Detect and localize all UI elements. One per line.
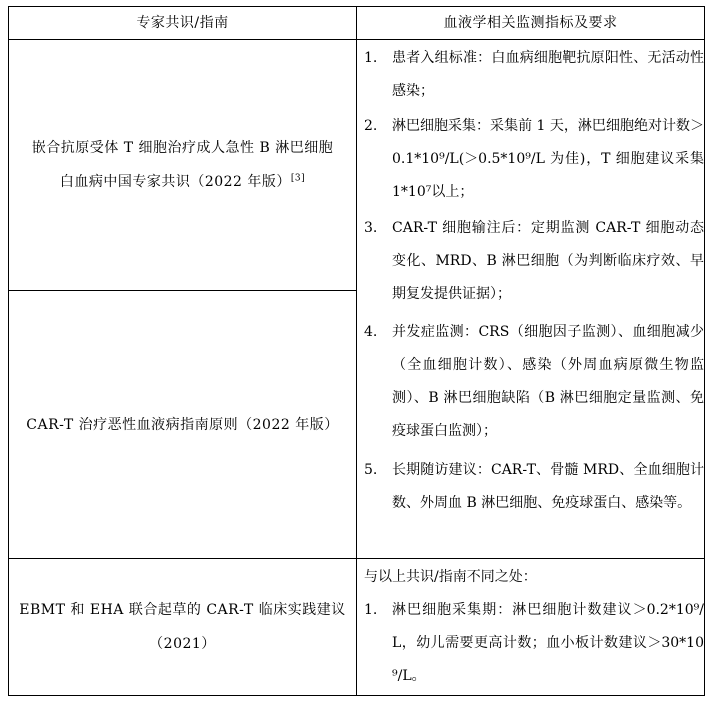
requirement-1-text: 患者入组标准：白血病细胞靶抗原阳性、无活动性感染； bbox=[392, 50, 704, 99]
ebmt-item-1 bbox=[364, 594, 704, 693]
guideline-cell-3 bbox=[9, 559, 356, 695]
requirement-item-2 bbox=[364, 110, 704, 209]
header-requirements-label: 血液学相关监测指标及要求 bbox=[443, 15, 618, 31]
ebmt-1-text: 淋巴细胞采集期：淋巴细胞计数建议＞0.2*10⁹/L，幼儿需要更高计数；血小板计数建议＞30*10⁹/L。 bbox=[392, 602, 704, 684]
guideline-2-line1: CAR-T 治疗恶性血液病指南原则（2022 年版） bbox=[26, 416, 339, 433]
requirement-2-text: 淋巴细胞采集：采集前 1 天，淋巴细胞绝对计数＞0.1*10⁹/L(＞0.5*10⁹/L 为佳)，T 细胞建议采集 1*10⁷以上； bbox=[392, 118, 704, 200]
requirement-4-number: 4. bbox=[364, 324, 378, 340]
guideline-1-line2-wrap bbox=[60, 165, 305, 199]
header-requirements bbox=[357, 7, 704, 39]
guideline-3-line2: （2021） bbox=[149, 636, 216, 652]
guideline-cell-1 bbox=[9, 40, 356, 290]
ebmt-intro: 与以上共识/指南不同之处： bbox=[364, 569, 537, 585]
requirement-1-number: 1. bbox=[364, 50, 378, 66]
requirement-4-text: 并发症监测：CRS（细胞因子监测）、血细胞减少（全血细胞计数）、感染（外周血病原微生物监测）、B 淋巴细胞缺陷（B 淋巴细胞定量监测、免疫球蛋白监测）； bbox=[392, 324, 704, 439]
header-guideline-label: 专家共识/指南 bbox=[136, 15, 229, 31]
guideline-1-line2: 白血病中国专家共识（2022 年版） bbox=[59, 174, 291, 190]
header-guideline bbox=[9, 7, 356, 39]
guideline-1-reference: [3] bbox=[290, 173, 306, 184]
guideline-3-line1: EBMT 和 EHA 联合起草的 CAR-T 临床实践建议 bbox=[19, 602, 346, 618]
table-border-right bbox=[704, 6, 705, 696]
requirement-item-4 bbox=[364, 316, 704, 448]
requirement-3-text: CAR-T 细胞输注后：定期监测 CAR-T 细胞动态变化、MRD、B 淋巴细胞（为判断临床疗效、早期复发提供证据）； bbox=[392, 220, 704, 302]
requirement-item-3 bbox=[364, 212, 704, 311]
requirement-3-number: 3. bbox=[364, 220, 378, 236]
column-divider bbox=[356, 6, 357, 696]
requirement-item-1 bbox=[364, 42, 704, 108]
guideline-1-line1: 嵌合抗原受体 T 细胞治疗成人急性 B 淋巴细胞 bbox=[31, 140, 334, 156]
requirement-item-5 bbox=[364, 454, 704, 520]
ebmt-1-number: 1. bbox=[364, 602, 378, 618]
requirement-2-number: 2. bbox=[364, 118, 378, 134]
guideline-cell-2 bbox=[9, 291, 356, 558]
requirement-5-text: 长期随访建议：CAR-T、骨髓 MRD、全血细胞计数、外周血 B 淋巴细胞、免疫球蛋白、感染等。 bbox=[392, 462, 704, 511]
requirement-5-number: 5. bbox=[364, 462, 378, 478]
